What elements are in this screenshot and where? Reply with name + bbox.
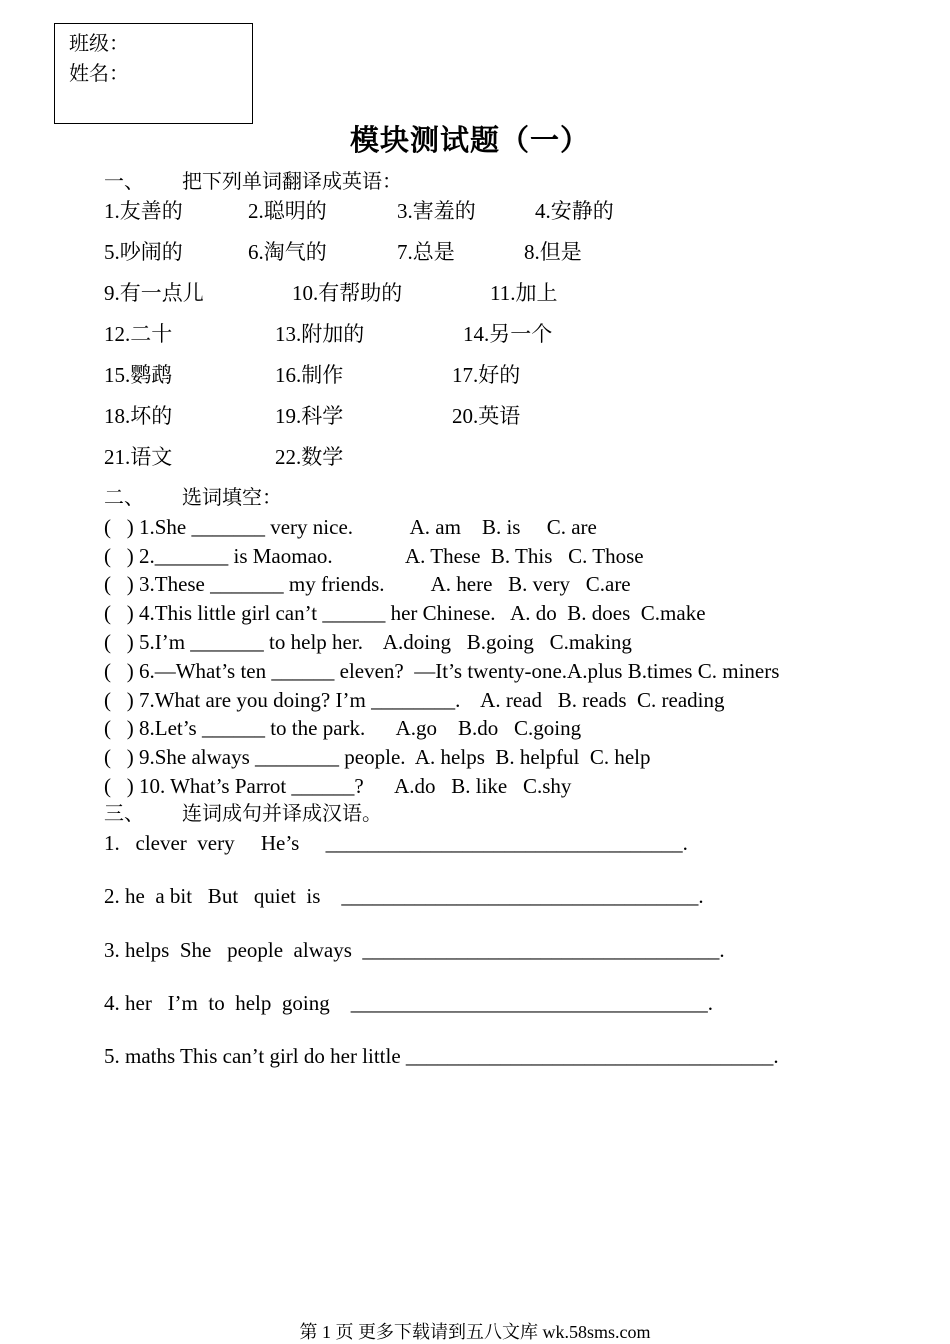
vocab-item: 2.聪明的 bbox=[248, 199, 327, 223]
section-1-title: 把下列单词翻译成英语： bbox=[182, 171, 402, 193]
vocab-item: 15.鹦鹉 bbox=[104, 363, 173, 387]
vocab-item: 10.有帮助的 bbox=[292, 281, 403, 305]
question-7: ( ) 7.What are you doing? I’m ________. A. read B. reads C. reading bbox=[104, 688, 725, 712]
section-2-heading bbox=[104, 484, 282, 512]
vocab-item: 21.语文 bbox=[104, 445, 173, 469]
sentence-5: 5. maths This can’t girl do her little ___________________________________. bbox=[104, 1044, 779, 1068]
vocab-item: 13.附加的 bbox=[275, 322, 365, 346]
question-6: ( ) 6.—What’s ten ______ eleven? —It’s twenty-one.A.plus B.times C. miners bbox=[104, 659, 780, 683]
name-label: 姓名： bbox=[69, 63, 129, 85]
vocab-item: 18.坏的 bbox=[104, 404, 173, 428]
vocab-item: 11.加上 bbox=[490, 281, 558, 305]
vocab-item: 12.二十 bbox=[104, 322, 173, 346]
section-3-title: 连词成句并译成汉语。 bbox=[182, 803, 382, 825]
vocab-item: 19.科学 bbox=[275, 404, 344, 428]
question-9: ( ) 9.She always ________ people. A. helps B. helpful C. help bbox=[104, 745, 651, 769]
vocab-item: 3.害羞的 bbox=[397, 199, 476, 223]
vocab-item: 1.友善的 bbox=[104, 199, 183, 223]
vocab-item: 22.数学 bbox=[275, 445, 344, 469]
sentence-3: 3. helps She people always __________________________________. bbox=[104, 938, 725, 962]
vocab-item: 14.另一个 bbox=[463, 322, 553, 346]
sentence-4: 4. her I’m to help going __________________________________. bbox=[104, 991, 713, 1015]
vocab-item: 5.吵闹的 bbox=[104, 240, 183, 264]
sentence-2: 2. he a bit But quiet is __________________________________. bbox=[104, 884, 704, 908]
vocab-item: 9.有一点儿 bbox=[104, 281, 204, 305]
vocab-item: 7.总是 bbox=[397, 240, 455, 264]
section-2-number: 二、 bbox=[104, 487, 144, 509]
question-3: ( ) 3.These _______ my friends. A. here B. very C.are bbox=[104, 572, 631, 596]
vocab-item: 8.但是 bbox=[524, 240, 582, 264]
section-2-title: 选词填空： bbox=[182, 487, 282, 509]
question-8: ( ) 8.Let’s ______ to the park. A.go B.do C.going bbox=[104, 716, 582, 740]
vocab-item: 20.英语 bbox=[452, 404, 521, 428]
page-footer: 第 1 页 更多下载请到五八文库 wk.58sms.com bbox=[299, 1322, 651, 1342]
section-3-heading bbox=[104, 800, 382, 828]
vocab-item: 6.淘气的 bbox=[248, 240, 327, 264]
question-4: ( ) 4.This little girl can’t ______ her Chinese. A. do B. does C.make bbox=[104, 601, 706, 625]
class-label: 班级： bbox=[69, 33, 129, 55]
section-1-heading bbox=[104, 168, 402, 196]
section-3-number: 三、 bbox=[104, 803, 144, 825]
vocab-item: 16.制作 bbox=[275, 363, 344, 387]
vocab-item: 17.好的 bbox=[452, 363, 521, 387]
question-1: ( ) 1.She _______ very nice. A. am B. is C. are bbox=[104, 515, 597, 539]
section-1-number: 一、 bbox=[104, 171, 144, 193]
question-2: ( ) 2._______ is Maomao. A. These B. This C. Those bbox=[104, 544, 644, 568]
sentence-1: 1. clever very He’s __________________________________. bbox=[104, 831, 688, 855]
page-title: 模块测试题（一） bbox=[349, 125, 590, 157]
vocab-item: 4.安静的 bbox=[535, 199, 614, 223]
question-10: ( ) 10. What’s Parrot ______? A.do B. like C.shy bbox=[104, 774, 572, 798]
question-5: ( ) 5.I’m _______ to help her. A.doing B.going C.making bbox=[104, 630, 632, 654]
info-box bbox=[54, 23, 253, 124]
